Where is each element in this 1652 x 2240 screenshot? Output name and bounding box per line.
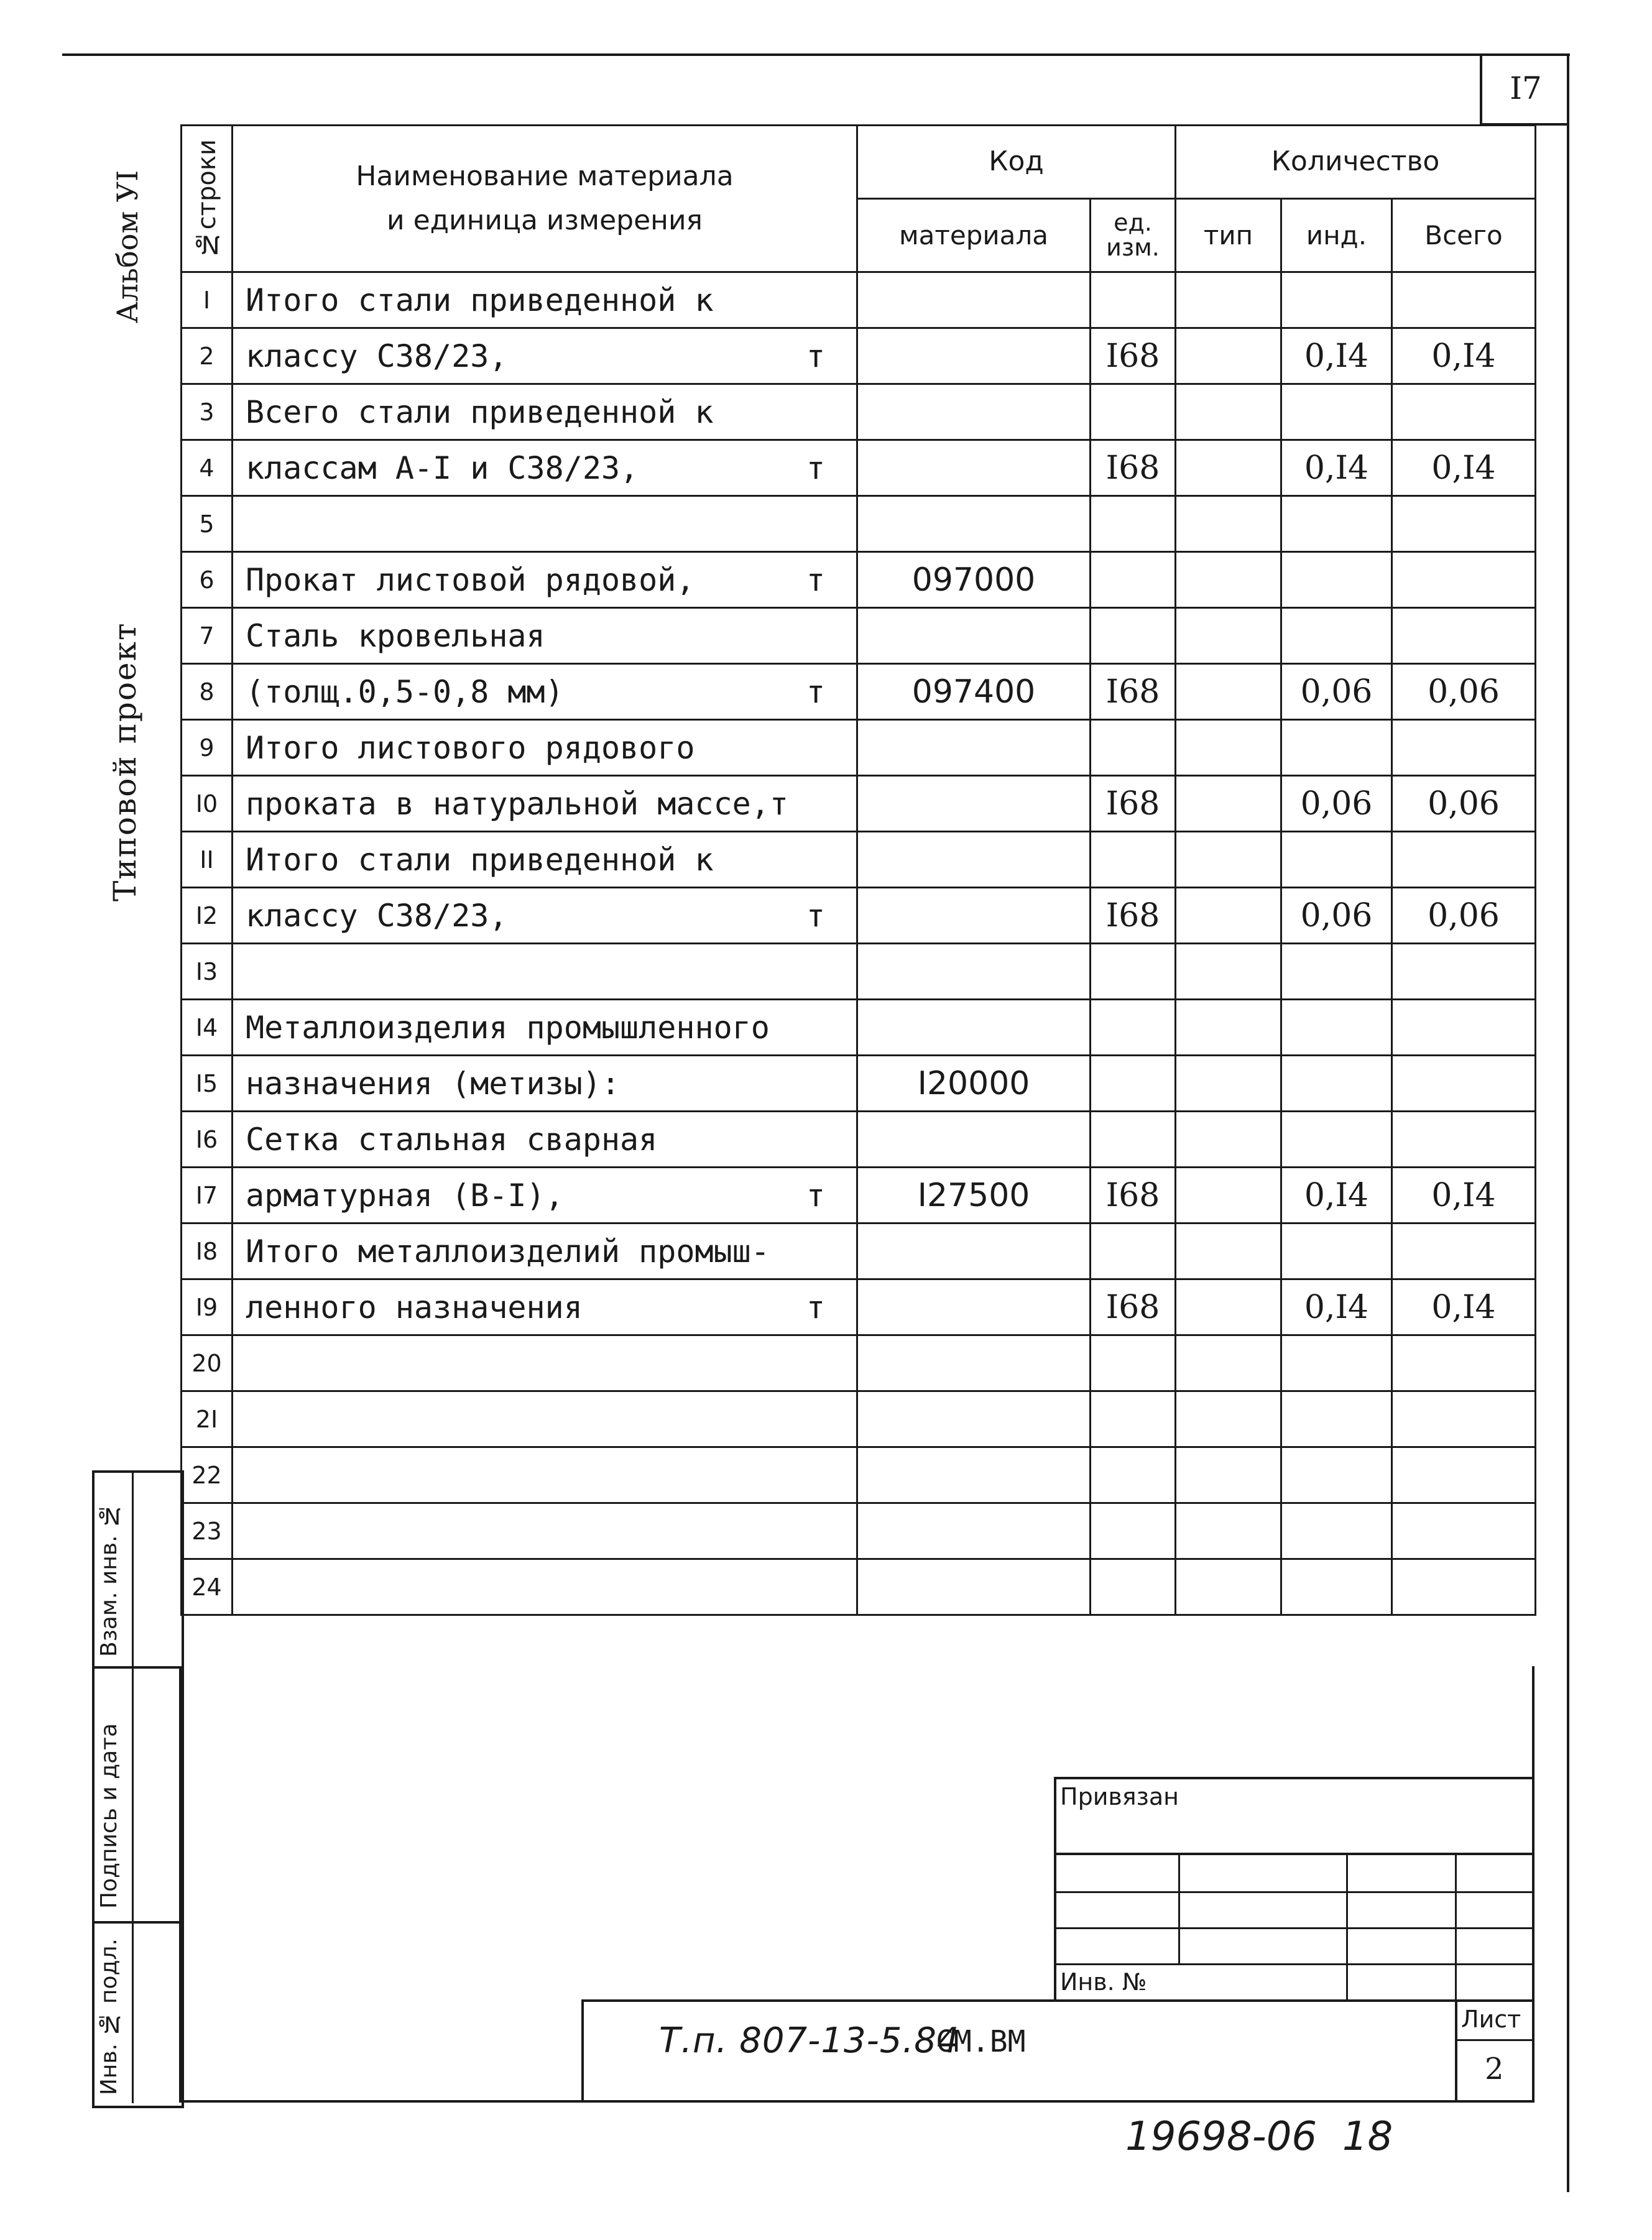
album-label: Альбом УI — [111, 170, 144, 323]
qty-total — [1392, 552, 1536, 608]
header-row-number: №строки — [182, 126, 233, 272]
qty-type — [1176, 608, 1281, 664]
material-name: Металлоизделия промышленного — [246, 1009, 770, 1046]
unit-code — [1091, 272, 1176, 328]
table-row — [182, 888, 1536, 944]
qty-total — [1392, 1391, 1536, 1447]
table-row — [182, 1056, 1536, 1112]
material-code — [857, 608, 1091, 664]
qty-ind: 0,06 — [1281, 776, 1392, 832]
qty-total — [1392, 496, 1536, 552]
material-name: (толщ.0,5-0,8 мм) — [246, 673, 564, 710]
header-qty-ind: инд. — [1281, 199, 1392, 272]
material-name-cell — [233, 1335, 857, 1391]
material-code: 097400 — [857, 664, 1091, 720]
material-name-cell — [233, 832, 857, 888]
inv-number-label: Инв. № — [1060, 1968, 1147, 1996]
unit-code — [1091, 1224, 1176, 1279]
qty-ind: 0,06 — [1281, 664, 1392, 720]
material-code: I20000 — [857, 1056, 1091, 1112]
unit-code — [1091, 552, 1176, 608]
material-name-cell — [233, 384, 857, 440]
row-number: 7 — [182, 608, 233, 664]
material-name: Сетка стальная сварная — [246, 1121, 658, 1158]
unit-code — [1091, 496, 1176, 552]
unit-code: I68 — [1091, 1279, 1176, 1335]
table-row — [182, 272, 1536, 328]
list-number: 2 — [1485, 2052, 1504, 2086]
material-name-cell — [233, 1224, 857, 1279]
material-name-cell — [233, 1056, 857, 1112]
material-code — [857, 440, 1091, 496]
unit-code: I68 — [1091, 776, 1176, 832]
qty-type — [1176, 328, 1281, 384]
qty-type — [1176, 1503, 1281, 1559]
header-qty-total: Всего — [1392, 199, 1536, 272]
table-row — [182, 1279, 1536, 1335]
material-name: Итого листового рядового — [246, 729, 695, 766]
qty-ind — [1281, 1503, 1392, 1559]
list-label: Лист — [1461, 2006, 1521, 2033]
material-code — [857, 1224, 1091, 1279]
material-name-cell — [233, 944, 857, 1000]
material-name: классам А-I и С38/23, — [246, 449, 639, 486]
qty-total: 0,06 — [1392, 776, 1536, 832]
qty-ind — [1281, 1391, 1392, 1447]
material-code — [857, 1559, 1091, 1615]
material-code — [857, 1000, 1091, 1056]
unit-code — [1091, 1391, 1176, 1447]
qty-total — [1392, 832, 1536, 888]
material-name-cell — [233, 888, 857, 944]
stamp-divider-2 — [92, 1921, 182, 1924]
material-name-cell — [233, 608, 857, 664]
row-number: 2I — [182, 1391, 233, 1447]
row-number: 3 — [182, 384, 233, 440]
material-code — [857, 1112, 1091, 1168]
qty-ind — [1281, 1447, 1392, 1503]
unit-code — [1091, 1112, 1176, 1168]
stamp-podpis-label: Подпись и дата — [96, 1723, 122, 1909]
unit-code — [1091, 1000, 1176, 1056]
qty-type — [1176, 1056, 1281, 1112]
header-name: Наименование материала и единица измерения — [233, 126, 857, 272]
table-row — [182, 384, 1536, 440]
row-number: I — [182, 272, 233, 328]
right-frame-line — [1567, 53, 1569, 2192]
material-name: Итого металлоизделий промыш- — [246, 1233, 770, 1270]
table-row — [182, 664, 1536, 720]
table-row — [182, 496, 1536, 552]
qty-type — [1176, 1279, 1281, 1335]
table-row — [182, 1168, 1536, 1224]
material-code — [857, 1391, 1091, 1447]
unit-code: I68 — [1091, 888, 1176, 944]
qty-total — [1392, 1112, 1536, 1168]
document-code: СМ.ВМ — [936, 2024, 1026, 2059]
qty-total: 0,06 — [1392, 888, 1536, 944]
qty-total — [1392, 720, 1536, 776]
unit-code — [1091, 720, 1176, 776]
material-code — [857, 720, 1091, 776]
qty-ind — [1281, 944, 1392, 1000]
unit-code — [1091, 944, 1176, 1000]
material-name: Сталь кровельная — [246, 617, 545, 654]
archive-number: 19698-06 18 — [1125, 2114, 1393, 2160]
row-number: I9 — [182, 1279, 233, 1335]
material-name-cell — [233, 1000, 857, 1056]
material-name-cell — [233, 1559, 857, 1615]
qty-ind: 0,I4 — [1281, 1279, 1392, 1335]
row-number: 8 — [182, 664, 233, 720]
material-code — [857, 496, 1091, 552]
qty-type — [1176, 776, 1281, 832]
stamp-vzam-label: Взам. инв. № — [96, 1503, 122, 1657]
material-name: Итого стали приведенной к — [246, 841, 714, 878]
qty-type — [1176, 1335, 1281, 1391]
material-name-cell — [233, 496, 857, 552]
material-name: Прокат листовой рядовой, — [246, 561, 695, 598]
material-code: 097000 — [857, 552, 1091, 608]
materials-table — [180, 124, 1536, 1616]
unit-code — [1091, 1447, 1176, 1503]
qty-total: 0,I4 — [1392, 328, 1536, 384]
material-code — [857, 1335, 1091, 1391]
material-name-cell — [233, 1391, 857, 1447]
unit-code: I68 — [1091, 664, 1176, 720]
material-name-cell — [233, 1279, 857, 1335]
material-name: арматурная (В-I), — [246, 1177, 564, 1214]
row-number: I6 — [182, 1112, 233, 1168]
qty-ind: 0,I4 — [1281, 328, 1392, 384]
material-name-cell — [233, 272, 857, 328]
qty-total — [1392, 608, 1536, 664]
table-row — [182, 1391, 1536, 1447]
row-number: I8 — [182, 1224, 233, 1279]
row-number: I3 — [182, 944, 233, 1000]
qty-ind — [1281, 720, 1392, 776]
table-row — [182, 720, 1536, 776]
stamp-divider-1 — [92, 1666, 182, 1669]
material-name-cell — [233, 1112, 857, 1168]
qty-type — [1176, 1224, 1281, 1279]
material-name-cell — [233, 440, 857, 496]
qty-total: 0,I4 — [1392, 1168, 1536, 1224]
stamp-inner-line — [132, 1470, 134, 2103]
qty-ind — [1281, 384, 1392, 440]
qty-ind — [1281, 1000, 1392, 1056]
row-number: I2 — [182, 888, 233, 944]
header-code-unit: ед. изм. — [1091, 199, 1176, 272]
unit-code — [1091, 1559, 1176, 1615]
table-row — [182, 1224, 1536, 1279]
material-code — [857, 328, 1091, 384]
qty-ind — [1281, 1559, 1392, 1615]
table-row — [182, 608, 1536, 664]
material-name-cell — [233, 1447, 857, 1503]
material-code — [857, 888, 1091, 944]
material-code — [857, 384, 1091, 440]
table-row — [182, 776, 1536, 832]
qty-ind — [1281, 1335, 1392, 1391]
material-name-cell — [233, 328, 857, 384]
material-name: классу С38/23, — [246, 897, 508, 934]
unit-code: I68 — [1091, 1168, 1176, 1224]
qty-type — [1176, 440, 1281, 496]
qty-ind — [1281, 496, 1392, 552]
row-number: 6 — [182, 552, 233, 608]
row-number: 24 — [182, 1559, 233, 1615]
qty-type — [1176, 1391, 1281, 1447]
qty-total — [1392, 1447, 1536, 1503]
top-border-rule — [62, 53, 1570, 56]
material-name-cell — [233, 552, 857, 608]
row-number: 2 — [182, 328, 233, 384]
material-code — [857, 1447, 1091, 1503]
table-row — [182, 1503, 1536, 1559]
material-code — [857, 944, 1091, 1000]
material-name-cell — [233, 776, 857, 832]
qty-ind: 0,06 — [1281, 888, 1392, 944]
qty-total — [1392, 1000, 1536, 1056]
qty-ind — [1281, 1224, 1392, 1279]
material-name: ленного назначения — [246, 1289, 583, 1325]
header-code-group: Код — [857, 126, 1176, 199]
row-number: 22 — [182, 1447, 233, 1503]
qty-total — [1392, 944, 1536, 1000]
header-code-material: материала — [857, 199, 1091, 272]
material-name-cell — [233, 720, 857, 776]
unit-code: I68 — [1091, 328, 1176, 384]
material-name-cell — [233, 664, 857, 720]
stamp-inv-label: Инв. № подл. — [96, 1938, 122, 2095]
qty-type — [1176, 1000, 1281, 1056]
table-row — [182, 552, 1536, 608]
table-row — [182, 832, 1536, 888]
qty-total: 0,06 — [1392, 664, 1536, 720]
row-number: I4 — [182, 1000, 233, 1056]
table-row — [182, 1447, 1536, 1503]
material-unit: т — [806, 449, 825, 486]
material-unit: т — [806, 1177, 825, 1214]
row-number: II — [182, 832, 233, 888]
row-number: 9 — [182, 720, 233, 776]
unit-code — [1091, 832, 1176, 888]
unit-code: I68 — [1091, 440, 1176, 496]
row-number: 4 — [182, 440, 233, 496]
material-code — [857, 832, 1091, 888]
qty-type — [1176, 552, 1281, 608]
material-code — [857, 776, 1091, 832]
qty-ind — [1281, 832, 1392, 888]
unit-code — [1091, 1056, 1176, 1112]
privyazan-label: Привязан — [1060, 1783, 1179, 1810]
qty-total: 0,I4 — [1392, 440, 1536, 496]
qty-type — [1176, 888, 1281, 944]
material-name: Итого стали приведенной к — [246, 282, 714, 318]
qty-ind: 0,I4 — [1281, 440, 1392, 496]
qty-total — [1392, 1559, 1536, 1615]
row-number: I7 — [182, 1168, 233, 1224]
qty-ind — [1281, 608, 1392, 664]
qty-ind — [1281, 552, 1392, 608]
qty-type — [1176, 832, 1281, 888]
table-row — [182, 1335, 1536, 1391]
qty-type — [1176, 1112, 1281, 1168]
material-unit: т — [806, 1289, 825, 1325]
material-unit: т — [806, 561, 825, 598]
header-qty-type: тип — [1176, 199, 1281, 272]
qty-total — [1392, 1335, 1536, 1391]
material-unit: т — [806, 338, 825, 374]
sheet-number: I7 — [1510, 70, 1542, 106]
row-number: I5 — [182, 1056, 233, 1112]
unit-code — [1091, 608, 1176, 664]
qty-type — [1176, 272, 1281, 328]
qty-total — [1392, 272, 1536, 328]
material-code: I27500 — [857, 1168, 1091, 1224]
material-unit: т — [806, 897, 825, 934]
designation: Т.п. 807-13-5.84 — [659, 2021, 960, 2061]
row-number: 5 — [182, 496, 233, 552]
qty-type — [1176, 1168, 1281, 1224]
qty-type — [1176, 1447, 1281, 1503]
qty-ind — [1281, 1056, 1392, 1112]
sheet-number-box — [1480, 53, 1569, 126]
table-row — [182, 328, 1536, 384]
qty-total: 0,I4 — [1392, 1279, 1536, 1335]
material-code — [857, 1279, 1091, 1335]
qty-type — [1176, 384, 1281, 440]
material-name: проката в натуральной массе,т — [246, 785, 788, 822]
unit-code — [1091, 1335, 1176, 1391]
qty-type — [1176, 496, 1281, 552]
qty-type — [1176, 720, 1281, 776]
material-name: Всего стали приведенной к — [246, 394, 714, 430]
qty-total — [1392, 1503, 1536, 1559]
header-quantity-group: Количество — [1176, 126, 1536, 199]
frame-right-lower — [1532, 1666, 1534, 2101]
qty-type — [1176, 1559, 1281, 1615]
material-unit: т — [806, 673, 825, 710]
table-row — [182, 1000, 1536, 1056]
qty-type — [1176, 664, 1281, 720]
material-name: классу С38/23, — [246, 338, 508, 374]
unit-code — [1091, 384, 1176, 440]
qty-type — [1176, 944, 1281, 1000]
material-name-cell — [233, 1168, 857, 1224]
project-label: Типовой проект — [107, 622, 143, 901]
material-name: назначения (метизы): — [246, 1065, 621, 1102]
material-code — [857, 1503, 1091, 1559]
frame-bottom-line — [179, 2100, 1534, 2103]
qty-ind: 0,I4 — [1281, 1168, 1392, 1224]
qty-ind — [1281, 272, 1392, 328]
table-row — [182, 1559, 1536, 1615]
table-row — [182, 944, 1536, 1000]
table-row — [182, 1112, 1536, 1168]
unit-code — [1091, 1503, 1176, 1559]
qty-total — [1392, 1056, 1536, 1112]
qty-total — [1392, 1224, 1536, 1279]
row-number: 23 — [182, 1503, 233, 1559]
table-row — [182, 440, 1536, 496]
qty-ind — [1281, 1112, 1392, 1168]
row-number: I0 — [182, 776, 233, 832]
row-number: 20 — [182, 1335, 233, 1391]
material-name-cell — [233, 1503, 857, 1559]
material-code — [857, 272, 1091, 328]
qty-total — [1392, 384, 1536, 440]
